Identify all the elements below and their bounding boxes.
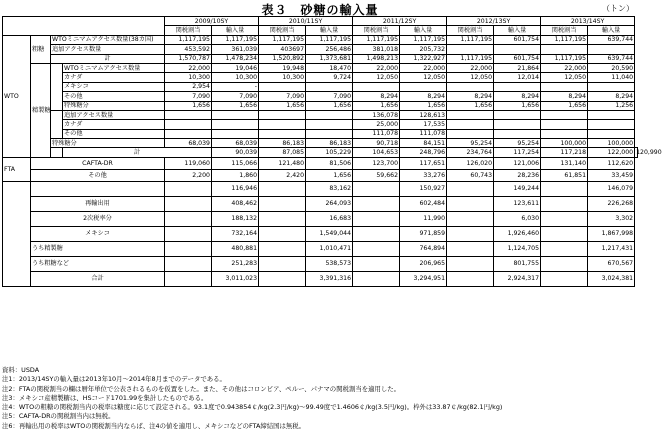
value-cell [212, 129, 259, 138]
value-cell [259, 120, 306, 129]
value-cell: 256,486 [306, 45, 353, 54]
value-cell: 1,860 [212, 169, 259, 181]
value-cell: 33,276 [400, 169, 447, 181]
value-cell [447, 45, 494, 54]
table-row [3, 148, 638, 157]
year-header: 2009/10SY [165, 17, 259, 26]
note-line: 資料：USDA [2, 366, 40, 374]
value-cell [353, 241, 400, 256]
value-cell: 95,254 [494, 139, 541, 148]
value-cell: 117,254 [494, 148, 541, 157]
table-row [3, 256, 638, 271]
value-cell: 3,011,023 [212, 271, 259, 286]
row-label: 追加アクセス数量 [63, 110, 165, 119]
sub-header: 関税割当 [447, 26, 494, 35]
value-cell [447, 241, 494, 256]
unit-label: （トン） [602, 4, 634, 13]
value-cell: 149,244 [494, 181, 541, 196]
row-label: その他 [31, 169, 165, 181]
value-cell: 68,039 [212, 139, 259, 148]
value-cell: 59,662 [353, 169, 400, 181]
value-cell: - [212, 82, 259, 91]
value-cell: 7,090 [165, 92, 212, 101]
value-cell: 2,200 [165, 169, 212, 181]
year-header: 2011/12SY [353, 17, 447, 26]
value-cell: 60,743 [447, 169, 494, 181]
value-cell [400, 82, 447, 91]
value-cell: 22,000 [447, 63, 494, 72]
value-cell [541, 110, 588, 119]
value-cell: 12,050 [353, 73, 400, 82]
value-cell: 1,656 [541, 101, 588, 110]
value-cell: 123,700 [353, 157, 400, 169]
value-cell: 3,302 [588, 211, 635, 226]
row-label: うち粗糖など [31, 256, 165, 271]
row-label: うち精製糖 [31, 241, 165, 256]
value-cell: 10,300 [259, 73, 306, 82]
value-cell [165, 271, 212, 286]
value-cell [447, 120, 494, 129]
value-cell: 1,498,213 [353, 54, 400, 63]
value-cell: 87,085 [259, 148, 306, 157]
value-cell: 2,954 [165, 82, 212, 91]
value-cell [306, 120, 353, 129]
value-cell [353, 181, 400, 196]
value-cell [165, 256, 212, 271]
value-cell: 251,283 [212, 256, 259, 271]
value-cell: 2,420 [259, 169, 306, 181]
value-cell: 1,549,044 [306, 226, 353, 241]
value-cell [353, 256, 400, 271]
value-cell: 12,050 [541, 73, 588, 82]
table-row [3, 157, 638, 169]
table-row [3, 35, 638, 44]
group-refined: 精製糖 [31, 63, 51, 157]
value-cell: 22,000 [353, 63, 400, 72]
table-row [3, 101, 638, 110]
row-label: カナダ [63, 73, 165, 82]
value-cell: 1,656 [165, 101, 212, 110]
value-cell [259, 211, 306, 226]
table-row [3, 181, 638, 196]
value-cell: 136,078 [353, 110, 400, 119]
value-cell: 732,164 [212, 226, 259, 241]
value-cell: 1,256 [588, 101, 635, 110]
value-cell [165, 226, 212, 241]
value-cell: 1,867,998 [588, 226, 635, 241]
value-cell: 95,254 [447, 139, 494, 148]
value-cell: 1,656 [400, 101, 447, 110]
value-cell [447, 211, 494, 226]
value-cell: 1,117,195 [541, 35, 588, 44]
value-cell: 1,117,195 [259, 35, 306, 44]
table-row [3, 82, 638, 91]
value-cell [353, 211, 400, 226]
value-cell: 1,478,234 [212, 54, 259, 63]
value-cell: 1,656 [259, 101, 306, 110]
group-wto: WTO [3, 35, 31, 157]
value-cell: 1,010,471 [306, 241, 353, 256]
table-row [3, 271, 638, 286]
row-label: その他 [63, 92, 165, 101]
table-row [3, 92, 638, 101]
value-cell: 146,079 [588, 181, 635, 196]
value-cell: 7,090 [212, 92, 259, 101]
value-cell: 122,000 [588, 148, 635, 157]
value-cell [306, 82, 353, 91]
value-cell: 150,927 [400, 181, 447, 196]
value-cell [165, 129, 212, 138]
value-cell: 8,294 [494, 92, 541, 101]
value-cell: 117,651 [400, 157, 447, 169]
value-cell: 1,373,681 [306, 54, 353, 63]
value-cell: 1,117,195 [353, 35, 400, 44]
row-label: 計 [51, 54, 165, 63]
value-cell: 1,117,195 [447, 35, 494, 44]
row-label: メキシコ [31, 226, 165, 241]
year-header: 2013/14SY [541, 17, 635, 26]
value-cell: 111,078 [400, 129, 447, 138]
table-row [3, 54, 638, 63]
row-label: WTOミニマムアクセス数量(38カ国) [51, 35, 165, 44]
value-cell [494, 45, 541, 54]
value-cell: 105,229 [306, 148, 353, 157]
value-cell [541, 45, 588, 54]
value-cell: 601,754 [494, 54, 541, 63]
value-cell: 119,060 [165, 157, 212, 169]
value-cell: 12,050 [400, 73, 447, 82]
indent-cell [51, 110, 63, 138]
value-cell: 1,117,195 [447, 54, 494, 63]
value-cell: 8,294 [541, 92, 588, 101]
value-cell: 83,162 [306, 181, 353, 196]
value-cell [494, 129, 541, 138]
value-cell: 480,881 [212, 241, 259, 256]
value-cell: 639,744 [588, 54, 635, 63]
value-cell [259, 196, 306, 211]
row-label: 再輸出用 [31, 196, 165, 211]
value-cell: 1,117,195 [212, 35, 259, 44]
value-cell [588, 110, 635, 119]
value-cell: 117,218 [541, 148, 588, 157]
sub-header: 輸入量 [212, 26, 259, 35]
value-cell: 3,391,316 [306, 271, 353, 286]
indent-cell [51, 63, 63, 110]
value-cell: 25,000 [353, 120, 400, 129]
value-cell: 11,040 [588, 73, 635, 82]
table-row [3, 63, 638, 72]
row-label: WTOミニマムアクセス数量 [63, 63, 165, 72]
value-cell: 6,030 [494, 211, 541, 226]
value-cell [541, 120, 588, 129]
value-cell [541, 196, 588, 211]
table-row [3, 196, 638, 211]
value-cell: 111,078 [353, 129, 400, 138]
table-row [3, 129, 638, 138]
value-cell [259, 241, 306, 256]
value-cell: 22,000 [400, 63, 447, 72]
value-cell: 10,300 [212, 73, 259, 82]
value-cell [447, 271, 494, 286]
value-cell: 8,294 [588, 92, 635, 101]
value-cell: 86,183 [259, 139, 306, 148]
notes-section [2, 366, 638, 431]
value-cell: 2,924,317 [494, 271, 541, 286]
value-cell: 188,132 [212, 211, 259, 226]
value-cell [353, 226, 400, 241]
value-cell [588, 45, 635, 54]
table-title: 表３ 砂糖の輸入量 [261, 3, 379, 17]
value-cell: 206,965 [400, 256, 447, 271]
value-cell [541, 256, 588, 271]
value-cell [212, 120, 259, 129]
year-header: 2010/11SY [259, 17, 353, 26]
value-cell [259, 271, 306, 286]
value-cell: 131,140 [541, 157, 588, 169]
value-cell: 1,117,195 [400, 35, 447, 44]
value-cell: 1,656 [212, 101, 259, 110]
value-cell [306, 129, 353, 138]
value-cell: 670,567 [588, 256, 635, 271]
value-cell: 8,294 [353, 92, 400, 101]
value-cell: 28,236 [494, 169, 541, 181]
value-cell: 19,948 [259, 63, 306, 72]
value-cell [259, 181, 306, 196]
value-cell: 1,217,431 [588, 241, 635, 256]
value-cell: 123,611 [494, 196, 541, 211]
value-cell: 81,506 [306, 157, 353, 169]
value-cell [541, 82, 588, 91]
table-row [3, 139, 638, 148]
value-cell [494, 110, 541, 119]
value-cell [259, 226, 306, 241]
value-cell [541, 241, 588, 256]
row-label: カナダ [63, 120, 165, 129]
value-cell: 16,683 [306, 211, 353, 226]
value-cell: 361,039 [212, 45, 259, 54]
value-cell: 22,000 [541, 63, 588, 72]
row-label [31, 181, 165, 196]
value-cell: 205,732 [400, 45, 447, 54]
value-cell [494, 82, 541, 91]
value-cell [259, 82, 306, 91]
value-cell: 764,894 [400, 241, 447, 256]
sub-header: 関税割当 [165, 26, 212, 35]
value-cell [447, 110, 494, 119]
value-cell [165, 241, 212, 256]
value-cell: 248,796 [400, 148, 447, 157]
value-cell: 120,990 [636, 149, 662, 157]
value-cell [541, 181, 588, 196]
value-cell [447, 181, 494, 196]
value-cell [259, 256, 306, 271]
note-line: 注5：CAFTA-DRの関税割当内は無税。 [2, 412, 115, 421]
value-cell: 234,764 [447, 148, 494, 157]
value-cell: 1,926,460 [494, 226, 541, 241]
group-raw: 粗糖 [31, 35, 51, 63]
value-cell [353, 196, 400, 211]
value-cell: 1,117,195 [306, 35, 353, 44]
sub-header: 輸入量 [400, 26, 447, 35]
value-cell: 8,294 [400, 92, 447, 101]
value-cell [494, 120, 541, 129]
table-row [3, 211, 638, 226]
value-cell: 1,322,927 [400, 54, 447, 63]
value-cell: 1,656 [306, 169, 353, 181]
table-row [3, 110, 638, 119]
note-line: 注3：メキシコ産精製糖は、HSコード1701.99を集計したものである。 [2, 393, 208, 402]
value-cell: 121,006 [494, 157, 541, 169]
value-cell [353, 82, 400, 91]
value-cell: 1,656 [306, 101, 353, 110]
value-cell [259, 110, 306, 119]
value-cell: 1,117,195 [165, 35, 212, 44]
value-cell [165, 120, 212, 129]
corner-cell [3, 17, 165, 36]
value-cell [447, 82, 494, 91]
sub-header: 関税割当 [541, 26, 588, 35]
value-cell: 90,039 [212, 148, 259, 157]
value-cell [541, 226, 588, 241]
value-cell: 115,066 [212, 157, 259, 169]
value-cell: 3,024,381 [588, 271, 635, 286]
row-label: 2次税率分 [31, 211, 165, 226]
value-cell: 8,294 [447, 92, 494, 101]
value-cell [165, 181, 212, 196]
table-row [3, 120, 638, 129]
row-label: 特殊糖分 [63, 101, 165, 110]
table-row [3, 226, 638, 241]
row-label: メキシコ [63, 82, 165, 91]
blank-cell [51, 148, 63, 157]
table-row [3, 241, 638, 256]
value-cell: 971,859 [400, 226, 447, 241]
value-cell: 104,653 [353, 148, 400, 157]
value-cell: 84,151 [400, 139, 447, 148]
value-cell: 100,000 [588, 139, 635, 148]
value-cell [588, 82, 635, 91]
value-cell: 100,000 [541, 139, 588, 148]
value-cell [588, 129, 635, 138]
value-cell [212, 110, 259, 119]
value-cell: 3,294,951 [400, 271, 447, 286]
value-cell: 121,480 [259, 157, 306, 169]
value-cell [447, 129, 494, 138]
value-cell: 601,754 [494, 35, 541, 44]
value-cell [259, 129, 306, 138]
value-cell [447, 226, 494, 241]
value-cell: 453,592 [165, 45, 212, 54]
sub-header: 関税割当 [259, 26, 306, 35]
value-cell: 68,039 [165, 139, 212, 148]
note-line: 注2：FTAの関税割当の欄は暦年単位で公表されるものを仮置をした。また、その他はコロンビア、ペルー、パナマの関税割当を適用した。 [2, 384, 401, 393]
sugar-import-table [2, 16, 662, 287]
table-row [3, 73, 638, 82]
value-cell: 126,020 [447, 157, 494, 169]
value-cell: 1,124,705 [494, 241, 541, 256]
value-cell: 226,268 [588, 196, 635, 211]
row-label: 計 [63, 148, 212, 157]
value-cell: 33,459 [588, 169, 635, 181]
value-cell: 639,744 [588, 35, 635, 44]
value-cell [306, 110, 353, 119]
value-cell: 128,613 [400, 110, 447, 119]
value-cell: 381,018 [353, 45, 400, 54]
value-cell [541, 211, 588, 226]
value-cell: 408,462 [212, 196, 259, 211]
value-cell [541, 129, 588, 138]
value-cell: 12,014 [494, 73, 541, 82]
value-cell: 11,990 [400, 211, 447, 226]
value-cell: 112,620 [588, 157, 635, 169]
note-line: 注6：再輸出用の税率はWTOの関税割当内ならば、注4の値を適用し、メキシコなどのFTA締結国は無税。 [2, 421, 306, 430]
value-cell: 1,117,195 [541, 54, 588, 63]
value-cell: 18,470 [306, 63, 353, 72]
sub-header: 輸入量 [588, 26, 635, 35]
value-cell [447, 196, 494, 211]
value-cell [165, 110, 212, 119]
value-cell: 19,046 [212, 63, 259, 72]
value-cell: 1,656 [494, 101, 541, 110]
note-line: 注1：2013/14SYの輸入量は2013年10月～2014年8月までのデータである。 [2, 375, 226, 384]
value-cell: 7,090 [306, 92, 353, 101]
value-cell: 116,946 [212, 181, 259, 196]
note-line: 注4：WTOの粗糖の関税割当内の税率は糖度に応じて設定される。93.1度で0.943854￠/kg(2.3円/kg)～99.49度で1.4606￠/kg(3.5円/kg)。枠外は33.87￠/kg(82.1円/kg) [2, 403, 503, 412]
value-cell: 801,755 [494, 256, 541, 271]
value-cell: 602,484 [400, 196, 447, 211]
sub-header: 関税割当 [353, 26, 400, 35]
blank-cell [3, 181, 31, 286]
value-cell [353, 271, 400, 286]
table-row [3, 169, 638, 181]
value-cell: 1,570,787 [165, 54, 212, 63]
value-cell: 21,864 [494, 63, 541, 72]
year-header: 2012/13SY [447, 17, 541, 26]
row-label: 合計 [31, 271, 165, 286]
sub-header: 輸入量 [306, 26, 353, 35]
value-cell: 538,573 [306, 256, 353, 271]
value-cell: 9,724 [306, 73, 353, 82]
value-cell [165, 196, 212, 211]
value-cell [447, 256, 494, 271]
value-cell [588, 120, 635, 129]
value-cell: 12,050 [447, 73, 494, 82]
value-cell: 264,093 [306, 196, 353, 211]
value-cell: 403697 [259, 45, 306, 54]
group-fta: FTA [3, 157, 31, 181]
value-cell: 22,000 [165, 63, 212, 72]
value-cell: 1,656 [447, 101, 494, 110]
row-label: その他 [63, 129, 165, 138]
value-cell: 17,535 [400, 120, 447, 129]
value-cell: 10,300 [165, 73, 212, 82]
value-cell: 61,851 [541, 169, 588, 181]
row-label: 追加アクセス数量 [51, 45, 165, 54]
row-label: CAFTA-DR [31, 157, 165, 169]
value-cell: 1,656 [353, 101, 400, 110]
value-cell: 7,090 [259, 92, 306, 101]
value-cell: 90,718 [353, 139, 400, 148]
value-cell: 86,183 [306, 139, 353, 148]
row-label: 特殊糖分 [51, 139, 165, 148]
value-cell: 20,590 [588, 63, 635, 72]
table-row [3, 45, 638, 54]
value-cell [165, 211, 212, 226]
value-cell: 1,520,892 [259, 54, 306, 63]
value-cell [541, 271, 588, 286]
sub-header: 輸入量 [494, 26, 541, 35]
